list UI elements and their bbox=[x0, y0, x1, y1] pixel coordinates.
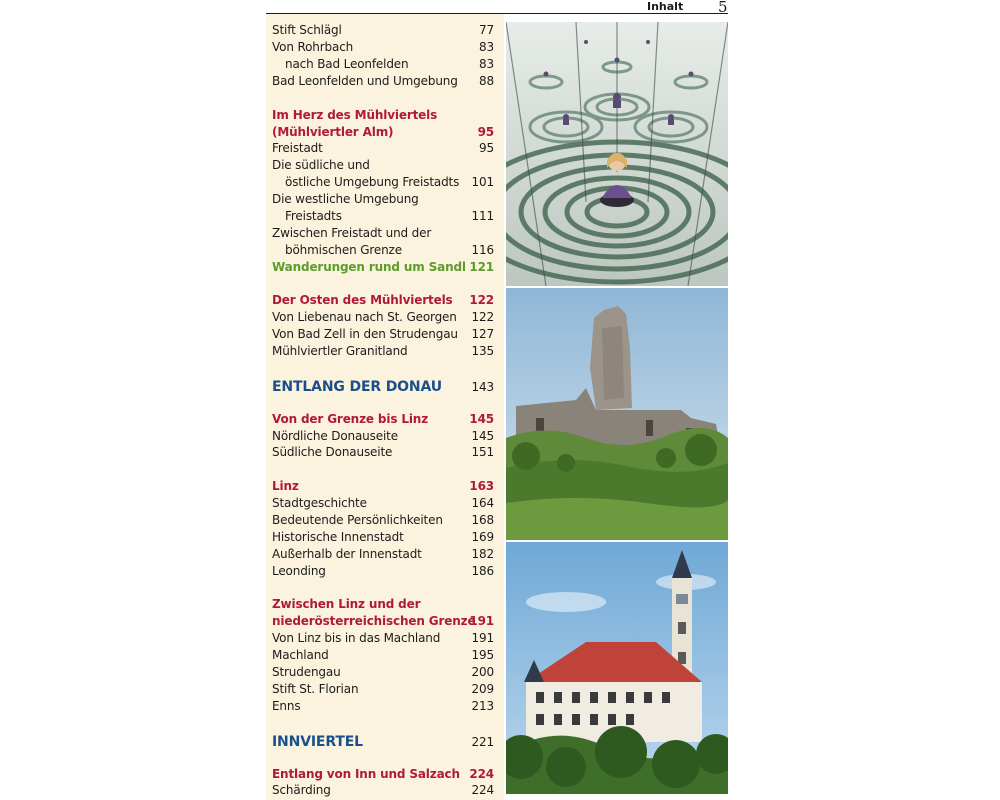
toc-section-heading bbox=[272, 596, 494, 612]
toc-entry-page: 143 bbox=[471, 380, 494, 394]
running-head-title: Inhalt bbox=[647, 0, 684, 13]
toc-entry bbox=[272, 259, 494, 275]
castle-tower-photo bbox=[506, 542, 728, 794]
toc-entry-label: Enns bbox=[272, 699, 301, 713]
toc-entry-page: 111 bbox=[471, 209, 494, 223]
toc-entry-page: 209 bbox=[471, 682, 494, 696]
toc-entry-page: 224 bbox=[469, 767, 494, 781]
toc-entry-label: Der Osten des Mühlviertels bbox=[272, 293, 453, 307]
mirror-maze-photo bbox=[506, 22, 728, 286]
toc-entry-page: 151 bbox=[471, 445, 494, 459]
toc-entry bbox=[272, 529, 494, 545]
toc-entry bbox=[272, 309, 494, 325]
toc-entry bbox=[272, 56, 494, 72]
toc-entry bbox=[272, 630, 494, 646]
toc-entry-label: böhmischen Grenze bbox=[285, 243, 402, 257]
toc-entry-label: Entlang von Inn und Salzach bbox=[272, 767, 460, 781]
toc-entry-page: 182 bbox=[471, 547, 494, 561]
toc-entry-label: Stift Schlägl bbox=[272, 23, 342, 37]
toc-entry-label: Außerhalb der Innenstadt bbox=[272, 547, 422, 561]
toc-entry-label: Wanderungen rund um Sandl bbox=[272, 260, 466, 274]
toc-entry-label: INNVIERTEL bbox=[272, 734, 363, 750]
toc-entry-page: 88 bbox=[479, 74, 494, 88]
toc-entry bbox=[272, 157, 494, 173]
toc-section-heading bbox=[272, 766, 494, 782]
toc-entry bbox=[272, 174, 494, 190]
toc-entry bbox=[272, 664, 494, 680]
page-number: 5 bbox=[718, 0, 728, 16]
toc-entry-label: Zwischen Linz und der bbox=[272, 597, 421, 611]
toc-section-heading bbox=[272, 124, 494, 140]
toc-entry-page: 122 bbox=[469, 293, 494, 307]
toc-entry-page: 191 bbox=[469, 614, 494, 628]
toc-entry-page: 145 bbox=[469, 412, 494, 426]
toc-entry-page: 95 bbox=[477, 125, 494, 139]
toc-entry bbox=[272, 242, 494, 258]
toc-entry bbox=[272, 495, 494, 511]
toc-section-heading bbox=[272, 292, 494, 308]
toc-entry-label: Freistadts bbox=[285, 209, 342, 223]
toc-entry-label: Mühlviertler Granitland bbox=[272, 344, 408, 358]
toc-entry-label: Die südliche und bbox=[272, 158, 370, 172]
toc-entry-label: Nördliche Donauseite bbox=[272, 429, 398, 443]
toc-entry-page: 224 bbox=[471, 783, 494, 797]
toc-entry-page: 163 bbox=[469, 479, 494, 493]
castle-ruin-photo bbox=[506, 288, 728, 540]
toc-entry-label: östliche Umgebung Freistadts bbox=[285, 175, 460, 189]
toc-entry bbox=[272, 191, 494, 207]
toc-entry-label: Leonding bbox=[272, 564, 326, 578]
toc-entry-label: niederösterreichischen Grenze bbox=[272, 614, 476, 628]
toc-entry-label: ENTLANG DER DONAU bbox=[272, 379, 442, 395]
toc-entry bbox=[272, 698, 494, 714]
toc-entry-label: Im Herz des Mühlviertels bbox=[272, 108, 438, 122]
toc-entry-label: Von Liebenau nach St. Georgen bbox=[272, 310, 457, 324]
toc-entry-label: Freistadt bbox=[272, 141, 323, 155]
toc-entry-page: 168 bbox=[471, 513, 494, 527]
toc-entry bbox=[272, 546, 494, 562]
toc-entry-label: Von Bad Zell in den Strudengau bbox=[272, 327, 458, 341]
toc-entry-label: Südliche Donauseite bbox=[272, 445, 393, 459]
toc-entry-label: nach Bad Leonfelden bbox=[285, 57, 409, 71]
toc-entry-label: Stadtgeschichte bbox=[272, 496, 367, 510]
toc-entry bbox=[272, 343, 494, 359]
toc-entry-label: Schärding bbox=[272, 783, 331, 797]
toc-entry-label: Von der Grenze bis Linz bbox=[272, 412, 429, 426]
toc-entry-page: 95 bbox=[479, 141, 494, 155]
toc-entry-page: 116 bbox=[471, 243, 494, 257]
toc-entry bbox=[272, 140, 494, 156]
toc-entry-page: 164 bbox=[471, 496, 494, 510]
toc-entry-page: 135 bbox=[471, 344, 494, 358]
toc-entry bbox=[272, 512, 494, 528]
toc-entry-label: Stift St. Florian bbox=[272, 682, 359, 696]
toc-entry-page: 83 bbox=[479, 57, 494, 71]
toc-entry bbox=[272, 563, 494, 579]
toc-entry-label: Linz bbox=[272, 479, 299, 493]
toc-entry bbox=[272, 681, 494, 697]
toc-entry-page: 169 bbox=[471, 530, 494, 544]
toc-entry-page: 186 bbox=[471, 564, 494, 578]
toc-entry-label: (Mühlviertler Alm) bbox=[272, 125, 394, 139]
toc-entry bbox=[272, 22, 494, 38]
toc-entry-page: 195 bbox=[471, 648, 494, 662]
toc-entry-page: 121 bbox=[469, 260, 494, 274]
toc-entry bbox=[272, 208, 494, 224]
toc-entry-page: 191 bbox=[471, 631, 494, 645]
toc-entry-page: 83 bbox=[479, 40, 494, 54]
toc-entry-page: 200 bbox=[471, 665, 494, 679]
toc-section-heading bbox=[272, 411, 494, 427]
toc-entry-label: Historische Innenstadt bbox=[272, 530, 404, 544]
toc-entry bbox=[272, 39, 494, 55]
toc-entry-label: Die westliche Umgebung bbox=[272, 192, 419, 206]
toc-entry bbox=[272, 782, 494, 798]
toc-entry-label: Von Rohrbach bbox=[272, 40, 354, 54]
toc-entry-label: Bad Leonfelden und Umgebung bbox=[272, 74, 458, 88]
toc-entry bbox=[272, 444, 494, 460]
toc-chapter-heading bbox=[272, 378, 494, 396]
toc-entry-label: Strudengau bbox=[272, 665, 341, 679]
toc-section-heading bbox=[272, 107, 494, 123]
toc-entry-page: 213 bbox=[471, 699, 494, 713]
toc-section-heading bbox=[272, 613, 494, 629]
toc-entry bbox=[272, 73, 494, 89]
toc-entry bbox=[272, 647, 494, 663]
toc-entry-page: 101 bbox=[471, 175, 494, 189]
toc-section-heading bbox=[272, 478, 494, 494]
toc-chapter-heading bbox=[272, 733, 494, 751]
toc-entry-label: Machland bbox=[272, 648, 329, 662]
toc-entry-page: 77 bbox=[479, 23, 494, 37]
toc-entry-label: Zwischen Freistadt und der bbox=[272, 226, 432, 240]
toc-entry-label: Von Linz bis in das Machland bbox=[272, 631, 441, 645]
toc-entry bbox=[272, 225, 494, 241]
toc-entry bbox=[272, 428, 494, 444]
toc-entry-page: 127 bbox=[471, 327, 494, 341]
toc-entry-page: 122 bbox=[471, 310, 494, 324]
toc-entry-label: Bedeutende Persönlichkeiten bbox=[272, 513, 443, 527]
toc-entry-page: 145 bbox=[471, 429, 494, 443]
toc-entry-page: 221 bbox=[471, 735, 494, 749]
toc-entry bbox=[272, 326, 494, 342]
